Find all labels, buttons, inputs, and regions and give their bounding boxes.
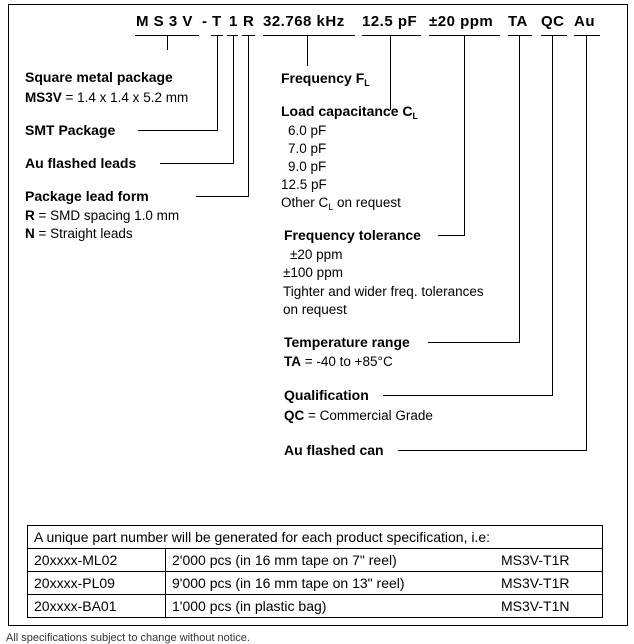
connector-au-leads-h <box>160 163 234 164</box>
temp-title: Temperature range <box>284 334 410 350</box>
code-1: 1 <box>229 13 238 30</box>
tol-note-2: on request <box>283 302 347 317</box>
load-option-12-5: 12.5 pF <box>281 177 327 192</box>
table-cell-part: MS3V-T1R <box>495 572 603 595</box>
connector-model-v <box>167 36 168 50</box>
ms3v-key: MS3V <box>25 90 62 105</box>
code-tolerance: ±20 ppm <box>429 13 494 30</box>
table-row <box>28 549 603 572</box>
code-dash: - <box>202 13 208 30</box>
qualification-grade: QC = Commercial Grade <box>284 408 433 423</box>
code-model: M S 3 V <box>136 13 193 30</box>
connector-qual-h <box>383 395 553 396</box>
connector-au-can-v <box>586 36 587 450</box>
connector-temp-h <box>428 342 520 343</box>
connector-au-leads-v <box>233 36 234 163</box>
load-option-6: 6.0 pF <box>288 123 327 138</box>
load-option-9: 9.0 pF <box>288 159 327 174</box>
n-value: = Straight leads <box>34 226 133 241</box>
connector-load-v <box>390 36 391 110</box>
lead-form-title: Package lead form <box>25 188 149 204</box>
table-header: A unique part number will be generated for each product specification, i.e: <box>28 526 603 549</box>
connector-qual-v <box>552 36 553 395</box>
underline-load <box>362 35 421 36</box>
table-cell-id: 20xxxx-PL09 <box>28 572 166 595</box>
code-ta: TA <box>508 13 528 30</box>
frequency-title: Frequency $F_L$ <box>281 70 370 88</box>
table-cell-desc: 9'000 pcs (in 16 mm tape on 13" reel) <box>166 572 496 595</box>
footer-note: All specifications subject to change without notice. <box>6 632 250 644</box>
code-frequency: 32.768 kHz <box>263 13 345 30</box>
code-r: R <box>243 13 255 30</box>
smt-package-title: SMT Package <box>25 122 116 138</box>
table-row <box>28 595 603 618</box>
table-row <box>28 572 603 595</box>
load-capacitance-title: Load capacitance $C_L$ <box>281 103 418 121</box>
table-cell-id: 20xxxx-ML02 <box>28 549 166 572</box>
load-option-7: 7.0 pF <box>288 141 327 156</box>
ms3v-dimension <box>25 90 188 105</box>
temp-range: TA = -40 to +85°C <box>284 354 393 369</box>
connector-lead-form-h <box>196 196 249 197</box>
table-cell-part: MS3V-T1N <box>495 595 603 618</box>
table-cell-id: 20xxxx-BA01 <box>28 595 166 618</box>
code-load: 12.5 pF <box>362 13 418 30</box>
connector-temp-v <box>519 36 520 342</box>
tol-option-20: ±20 ppm <box>290 247 343 262</box>
connector-frequency-v <box>307 36 308 66</box>
qualification-title: Qualification <box>284 387 369 403</box>
lead-form-n <box>25 226 133 241</box>
r-value: = SMD spacing 1.0 mm <box>34 208 180 223</box>
part-number-table <box>27 525 603 618</box>
table-cell-desc: 1'000 pcs (in plastic bag) <box>166 595 496 618</box>
table-header-row <box>28 526 603 549</box>
ms3v-value: = 1.4 x 1.4 x 5.2 mm <box>61 90 189 105</box>
code-au: Au <box>574 13 595 30</box>
table-cell-desc: 2'000 pcs (in 16 mm tape on 7" reel) <box>166 549 496 572</box>
code-t: T <box>212 13 222 30</box>
connector-smt-v <box>217 36 218 130</box>
tol-option-100: ±100 ppm <box>283 265 343 280</box>
lead-form-r <box>25 208 179 223</box>
tol-note-1: Tighter and wider freq. tolerances <box>283 284 484 299</box>
connector-smt-h <box>138 130 218 131</box>
code-qc: QC <box>541 13 565 30</box>
connector-tolerance-v <box>464 36 465 235</box>
table-cell-part: MS3V-T1R <box>495 549 603 572</box>
underline-ta <box>508 35 532 36</box>
underline-au <box>574 35 600 36</box>
au-can-title: Au flashed can <box>284 442 384 458</box>
tolerance-title: Frequency tolerance <box>284 227 421 243</box>
r-key: R <box>25 208 35 223</box>
underline-frequency <box>263 35 355 36</box>
n-key: N <box>25 226 35 241</box>
other-cl-note: Other $C_L$ on request <box>281 195 401 212</box>
connector-lead-form-v <box>248 36 249 196</box>
connector-au-can-h <box>398 450 587 451</box>
au-leads-title: Au flashed leads <box>25 155 137 171</box>
square-metal-title: Square metal package <box>25 69 173 85</box>
underline-qc <box>541 35 567 36</box>
connector-tolerance-h <box>438 235 465 236</box>
